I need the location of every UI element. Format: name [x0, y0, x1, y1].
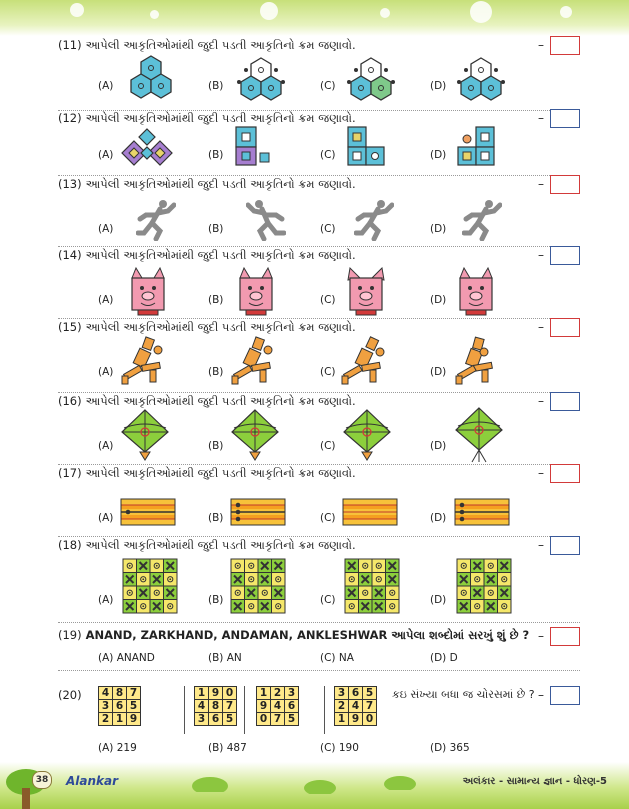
- hexagon-figure-a[interactable]: [128, 54, 174, 102]
- answer-box[interactable]: [550, 464, 580, 483]
- option-d-label: (D): [430, 149, 447, 161]
- runner-figure-d[interactable]: [462, 199, 502, 241]
- answer-option-b[interactable]: (B) AN: [208, 652, 242, 664]
- option-a-label: (A): [98, 149, 114, 161]
- sitting-figure-b[interactable]: [230, 336, 276, 386]
- kite-figure-b[interactable]: [230, 408, 280, 462]
- question-14: [58, 246, 580, 319]
- separator: [184, 686, 185, 734]
- symbol-grid-d[interactable]: [456, 558, 512, 614]
- option-d-label: (D): [430, 512, 447, 524]
- option-a-label: (A): [98, 512, 114, 524]
- option-d-label: (D): [430, 440, 447, 452]
- answer-dash: –: [538, 320, 544, 334]
- answer-box[interactable]: [550, 318, 580, 337]
- answer-box[interactable]: [550, 627, 580, 646]
- question-text: (11) આપેલી આકૃતિઓમાંથી જુદી પડતી આકૃતિનો ક્રમ જણાવો.: [58, 38, 356, 52]
- question-text: (12) આપેલી આકૃતિઓમાંથી જુદી પડતી આકૃતિનો ક્રમ જણાવો.: [58, 111, 356, 125]
- answer-dash: –: [538, 538, 544, 552]
- option-d-label: (D): [430, 80, 447, 92]
- option-d-label: (D): [430, 594, 447, 606]
- number-grid-1: 4 8 7 3 6 5 2 1 9: [98, 686, 141, 726]
- symbol-grid-c[interactable]: [344, 558, 400, 614]
- question-number: (20): [58, 688, 82, 702]
- kite-figure-d[interactable]: [454, 406, 504, 464]
- option-c-label: (C): [320, 366, 336, 378]
- answer-box[interactable]: [550, 175, 580, 194]
- question-12: [58, 109, 580, 176]
- option-a-label: (A): [98, 80, 114, 92]
- answer-dash: –: [538, 466, 544, 480]
- answer-option-d[interactable]: (D) 365: [430, 742, 470, 754]
- question-15: [58, 318, 580, 393]
- question-17: [58, 464, 580, 537]
- answer-option-b[interactable]: (B) 487: [208, 742, 247, 754]
- square-figure-a[interactable]: [120, 127, 174, 171]
- brand-logo: Alankar: [66, 774, 119, 788]
- answer-dash: –: [538, 248, 544, 262]
- number-grid-4: 3 6 5 2 4 7 1 9 0: [334, 686, 377, 726]
- bush-icon: [380, 770, 420, 790]
- stripe-figure-c[interactable]: [342, 498, 398, 526]
- answer-dash: –: [538, 629, 544, 643]
- square-figure-b[interactable]: [234, 125, 274, 167]
- question-13: [58, 175, 580, 247]
- question-text: (19) ANAND, ZARKHAND, ANDAMAN, ANKLESHWAR આપેલા શબ્દોમાં સરખું શું છે ?: [58, 628, 530, 642]
- kite-figure-c[interactable]: [342, 408, 392, 462]
- option-b-label: (B): [208, 149, 224, 161]
- question-text: (15) આપેલી આકૃતિઓમાંથી જુદી પડતી આકૃતિનો ક્રમ જણાવો.: [58, 320, 356, 334]
- question-11: [58, 36, 580, 111]
- kite-figure-a[interactable]: [120, 408, 170, 462]
- option-b-label: (B): [208, 594, 224, 606]
- answer-dash: –: [538, 177, 544, 191]
- symbol-grid-b[interactable]: [230, 558, 286, 614]
- sitting-figure-c[interactable]: [340, 336, 386, 386]
- pig-figure-b[interactable]: [236, 266, 276, 318]
- option-c-label: (C): [320, 512, 336, 524]
- answer-dash: –: [538, 38, 544, 52]
- answer-box[interactable]: [550, 536, 580, 555]
- option-b-label: (B): [208, 440, 224, 452]
- option-d-label: (D): [430, 294, 447, 306]
- top-decoration: [0, 0, 629, 36]
- answer-option-c[interactable]: (C) 190: [320, 742, 359, 754]
- question-18: [58, 536, 580, 623]
- hexagon-figure-d[interactable]: [456, 54, 506, 102]
- sitting-figure-a[interactable]: [120, 336, 166, 386]
- separator: [244, 686, 245, 734]
- bush-icon: [300, 774, 340, 794]
- separator: [324, 686, 325, 734]
- runner-figure-b[interactable]: [246, 199, 286, 241]
- option-a-label: (A): [98, 366, 114, 378]
- option-c-label: (C): [320, 294, 336, 306]
- option-a-label: (A): [98, 294, 114, 306]
- option-d-label: (D): [430, 366, 447, 378]
- question-20: [58, 670, 580, 762]
- question-text: (14) આપેલી આકૃતિઓમાંથી જુદી પડતી આકૃતિનો ક્રમ જણાવો.: [58, 248, 356, 262]
- runner-figure-a[interactable]: [136, 199, 176, 241]
- question-text: (16) આપેલી આકૃતિઓમાંથી જુદી પડતી આકૃતિનો ક્રમ જણાવો.: [58, 394, 356, 408]
- runner-figure-c[interactable]: [354, 199, 394, 241]
- square-figure-d[interactable]: [456, 125, 496, 167]
- answer-option-a[interactable]: (A) 219: [98, 742, 137, 754]
- footer-book-title: અલંકાર - સામાન્ય જ્ઞાન - ધોરણ-5: [462, 776, 607, 787]
- answer-box[interactable]: [550, 686, 580, 705]
- sitting-figure-d[interactable]: [454, 336, 500, 386]
- answer-box[interactable]: [550, 246, 580, 265]
- stripe-figure-a[interactable]: [120, 498, 176, 526]
- question-16: [58, 392, 580, 465]
- answer-dash: –: [538, 111, 544, 125]
- option-b-label: (B): [208, 223, 224, 235]
- option-b-label: (B): [208, 80, 224, 92]
- answer-box[interactable]: [550, 36, 580, 55]
- option-a-label: (A): [98, 440, 114, 452]
- answer-dash: –: [538, 688, 544, 702]
- question-19: [58, 622, 580, 671]
- question-text: (17) આપેલી આકૃતિઓમાંથી જુદી પડતી આકૃતિનો ક્રમ જણાવો.: [58, 466, 356, 480]
- bush-icon: [190, 772, 230, 792]
- option-b-label: (B): [208, 512, 224, 524]
- square-figure-c[interactable]: [346, 125, 386, 167]
- answer-option-c[interactable]: (C) NA: [320, 652, 354, 664]
- question-text: (13) આપેલી આકૃતિઓમાંથી જુદી પડતી આકૃતિનો ક્રમ જણાવો.: [58, 177, 356, 191]
- answer-box[interactable]: [550, 109, 580, 128]
- pig-figure-a[interactable]: [128, 266, 168, 318]
- option-a-label: (A): [98, 594, 114, 606]
- option-c-label: (C): [320, 149, 336, 161]
- question-text: (18) આપેલી આકૃતિઓમાંથી જુદી પડતી આકૃતિનો ક્રમ જણાવો.: [58, 538, 356, 552]
- answer-dash: –: [538, 394, 544, 408]
- symbol-grid-a[interactable]: [122, 558, 178, 614]
- option-b-label: (B): [208, 366, 224, 378]
- option-c-label: (C): [320, 594, 336, 606]
- stripe-figure-b[interactable]: [230, 498, 286, 526]
- answer-option-d[interactable]: (D) D: [430, 652, 458, 664]
- pig-figure-d[interactable]: [456, 266, 496, 318]
- answer-box[interactable]: [550, 392, 580, 411]
- stripe-figure-d[interactable]: [454, 498, 510, 526]
- answer-option-a[interactable]: (A) ANAND: [98, 652, 155, 664]
- option-d-label: (D): [430, 223, 447, 235]
- option-b-label: (B): [208, 294, 224, 306]
- hexagon-figure-b[interactable]: [236, 54, 286, 102]
- hexagon-figure-c[interactable]: [346, 54, 396, 102]
- option-a-label: (A): [98, 223, 114, 235]
- question-text: કઇ સંખ્યા બધા જ ચોરસમાં છે ?: [392, 688, 535, 701]
- option-c-label: (C): [320, 80, 336, 92]
- number-grid-3: 1 2 3 9 4 6 0 7 5: [256, 686, 299, 726]
- pig-figure-c[interactable]: [346, 266, 386, 318]
- page-number: 38: [32, 771, 52, 789]
- option-c-label: (C): [320, 223, 336, 235]
- number-grid-2: 1 9 0 4 8 7 3 6 5: [194, 686, 237, 726]
- option-c-label: (C): [320, 440, 336, 452]
